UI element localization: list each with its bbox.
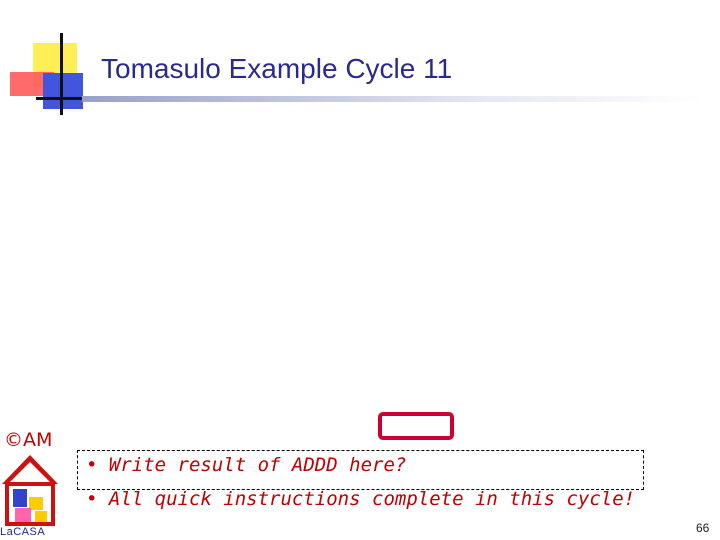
lacasa-logo-text: LaCASA [0,526,46,538]
bullet-item [86,488,635,510]
lacasa-house-logo-icon [0,452,60,526]
title-underline-bar [82,96,704,102]
copyright-mark: ©AM [4,429,53,451]
bullet-text: All quick instructions complete in this cycle! [108,488,636,510]
decor-blue-square [43,73,83,109]
bullet-text: Write result of ADDD here? [108,454,407,476]
decor-vertical-line [60,33,63,115]
page-number: 66 [696,521,710,535]
bullet-glyph: • [86,454,98,476]
bullet-item [86,454,406,476]
slide-title: Tomasulo Example Cycle 11 [101,53,453,84]
highlight-box [378,412,454,440]
bullet-glyph: • [86,488,98,510]
